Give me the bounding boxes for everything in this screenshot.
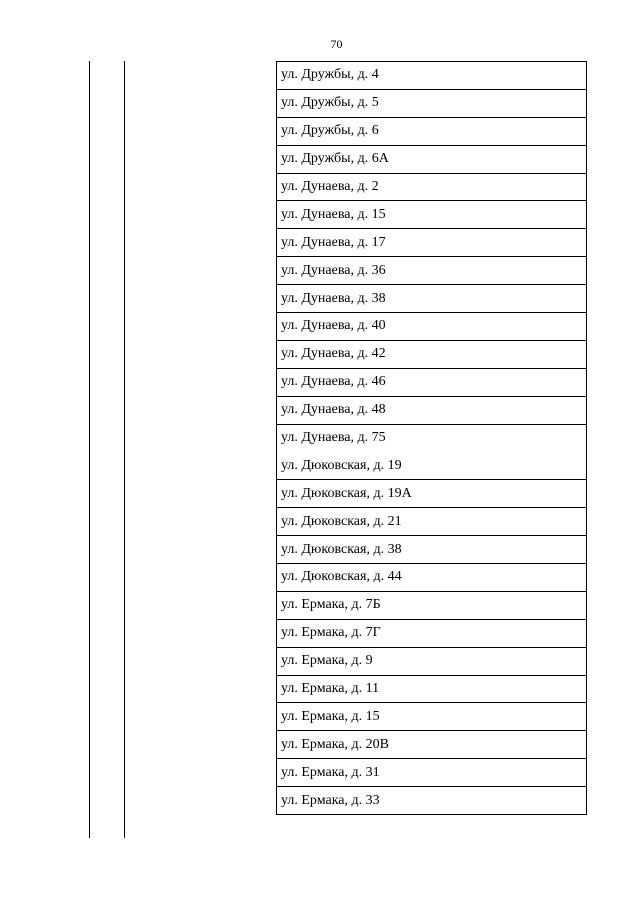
table-row <box>277 591 587 619</box>
address-cell: ул. Ермака, д. 31 <box>277 759 587 787</box>
address-cell: ул. Ермака, д. 20В <box>277 731 587 759</box>
address-cell: ул. Ермака, д. 33 <box>277 787 587 815</box>
address-table-body <box>277 62 587 815</box>
table-row <box>277 564 587 592</box>
address-cell: ул. Дружбы, д. 4 <box>277 62 587 90</box>
table-row <box>277 229 587 257</box>
address-cell: ул. Ермака, д. 9 <box>277 647 587 675</box>
address-cell: ул. Дюковская, д. 19А <box>277 480 587 508</box>
address-cell: ул. Ермака, д. 7Б <box>277 591 587 619</box>
address-cell: ул. Дунаева, д. 36 <box>277 257 587 285</box>
table-row <box>277 396 587 424</box>
table-row <box>277 703 587 731</box>
address-cell: ул. Дунаева, д. 40 <box>277 313 587 341</box>
address-cell: ул. Дунаева, д. 75 <box>277 424 587 452</box>
table-row <box>277 787 587 815</box>
address-cell: ул. Ермака, д. 11 <box>277 675 587 703</box>
address-cell: ул. Дунаева, д. 46 <box>277 368 587 396</box>
address-cell: ул. Ермака, д. 7Г <box>277 619 587 647</box>
address-cell: ул. Дунаева, д. 2 <box>277 173 587 201</box>
table-row <box>277 201 587 229</box>
address-cell: ул. Дунаева, д. 15 <box>277 201 587 229</box>
address-cell: ул. Ермака, д. 15 <box>277 703 587 731</box>
page-number: 70 <box>330 37 343 51</box>
address-cell: ул. Дюковская, д. 44 <box>277 564 587 592</box>
second-column-border <box>124 61 125 838</box>
table-row <box>277 424 587 452</box>
address-cell: ул. Дюковская, д. 19 <box>277 452 587 480</box>
table-row <box>277 117 587 145</box>
address-cell: ул. Дюковская, д. 21 <box>277 508 587 536</box>
table-row <box>277 508 587 536</box>
address-cell: ул. Дружбы, д. 6 <box>277 117 587 145</box>
address-cell: ул. Дунаева, д. 17 <box>277 229 587 257</box>
table-row <box>277 452 587 480</box>
table-row <box>277 285 587 313</box>
table-row <box>277 257 587 285</box>
address-cell: ул. Дунаева, д. 48 <box>277 396 587 424</box>
table-row <box>277 731 587 759</box>
table-row <box>277 313 587 341</box>
table-row <box>277 647 587 675</box>
address-cell: ул. Дунаева, д. 38 <box>277 285 587 313</box>
address-table <box>276 61 587 815</box>
table-row <box>277 368 587 396</box>
table-row <box>277 536 587 564</box>
address-cell: ул. Дружбы, д. 6А <box>277 145 587 173</box>
address-cell: ул. Дюковская, д. 38 <box>277 536 587 564</box>
table-row <box>277 675 587 703</box>
table-row <box>277 145 587 173</box>
table-row <box>277 619 587 647</box>
table-row <box>277 89 587 117</box>
table-row <box>277 480 587 508</box>
table-row <box>277 340 587 368</box>
table-row <box>277 759 587 787</box>
table-row <box>277 173 587 201</box>
address-cell: ул. Дружбы, д. 5 <box>277 89 587 117</box>
address-cell: ул. Дунаева, д. 42 <box>277 340 587 368</box>
left-column-border <box>89 61 90 838</box>
table-row <box>277 62 587 90</box>
